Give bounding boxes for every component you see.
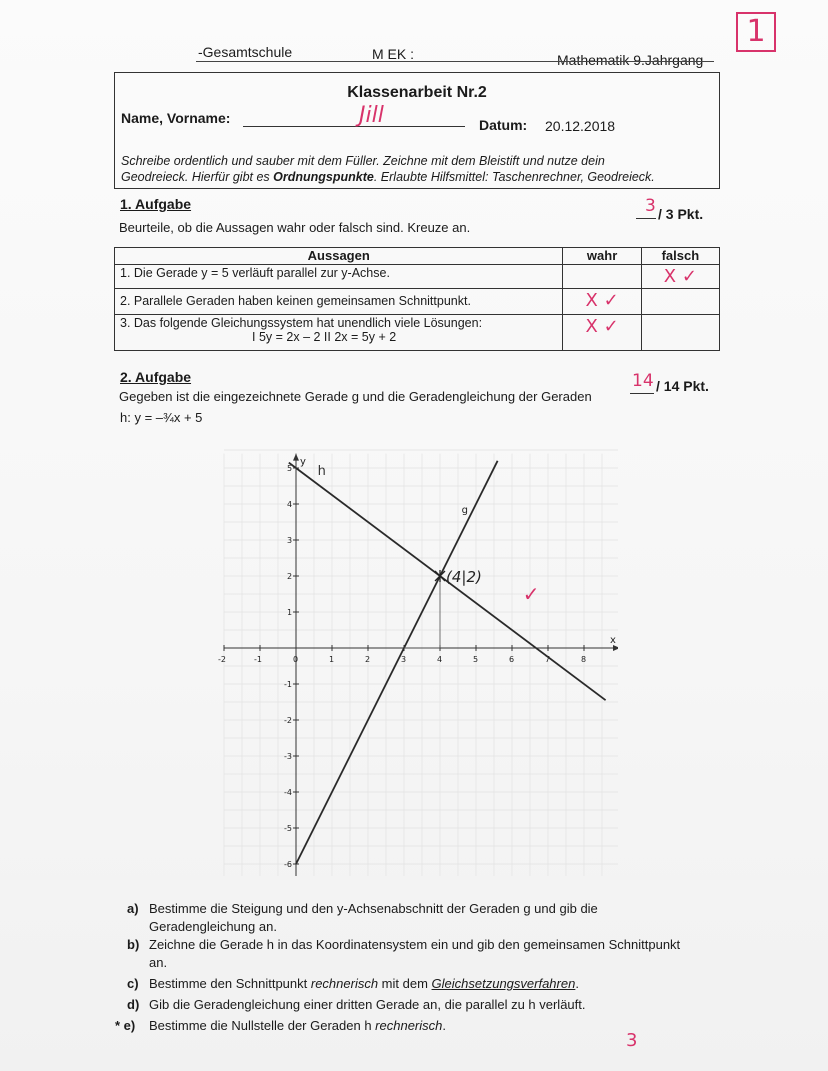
y-axis-label: y	[300, 456, 306, 468]
x-tick-label: 1	[329, 655, 335, 664]
name-line	[243, 126, 465, 127]
task2-items	[115, 900, 727, 1035]
y-tick-label: 1	[287, 608, 293, 617]
y-tick-label: 5	[287, 464, 293, 473]
task2-score-given: 14	[632, 371, 654, 391]
list-item	[127, 900, 727, 918]
x-tick-label: 0	[293, 655, 299, 664]
x-tick-label: 2	[365, 655, 371, 664]
item-text: Bestimme die Steigung und den y-Achsenabschnitt der Geraden g und gib die	[149, 901, 598, 916]
y-tick-label: 4	[287, 500, 293, 509]
x-tick-label: 3	[401, 655, 407, 664]
false-cell[interactable]	[641, 289, 719, 315]
task2-prompt: Gegeben ist die eingezeichnete Gerade g und die Geradengleichung der Geraden	[119, 389, 592, 404]
item-text: Zeichne die Gerade h in das Koordinatensystem ein und gib den gemeinsamen Schnittpunkt	[149, 937, 681, 952]
x-tick-label: 6	[509, 655, 515, 664]
true-cell[interactable]	[563, 265, 641, 289]
false-cell[interactable]	[641, 315, 719, 351]
false-cell[interactable]: X ✓	[641, 265, 719, 289]
instructions-line-2: Geodreieck. Hierfür gibt es Ordnungspunkte. Erlaubte Hilfsmittel: Taschenrechner, Geodreieck.	[121, 170, 655, 184]
task2-score-total: / 14 Pkt.	[656, 378, 709, 394]
h-equation: h: y = –¾x + 5	[120, 410, 203, 425]
x-tick-label: 4	[437, 655, 443, 664]
item-text-cont: an.	[149, 955, 168, 970]
intersection-label: (4|2)	[446, 568, 482, 586]
table-header-row	[115, 248, 720, 265]
task1-score-given: 3	[645, 196, 656, 216]
table-row	[115, 315, 720, 351]
y-axis-arrow	[293, 454, 299, 461]
coordinate-system	[218, 436, 618, 876]
y-tick-label: 3	[287, 536, 293, 545]
date-label: Datum:	[479, 117, 528, 133]
x-tick-label: -1	[254, 655, 262, 664]
y-tick-label: -1	[284, 680, 292, 689]
x-tick-label: 8	[581, 655, 587, 664]
item-text-cont: Geradengleichung an.	[149, 919, 277, 934]
y-tick-label: -3	[284, 752, 292, 761]
item-letter: * e)	[115, 1018, 136, 1033]
y-tick-label: -6	[284, 860, 292, 869]
header-rule	[196, 61, 714, 62]
true-cell[interactable]: X ✓	[563, 289, 641, 315]
line-label-g: g	[461, 505, 468, 516]
table-row	[115, 265, 720, 289]
name-handwriting: Jill	[359, 103, 384, 128]
statement-text	[115, 315, 563, 351]
task2-score-line	[630, 393, 654, 394]
item-text: Bestimme den Schnittpunkt rechnerisch mit dem Gleichsetzungsverfahren.	[149, 976, 579, 991]
statement-text: 2. Parallele Geraden haben keinen gemeinsamen Schnittpunkt.	[115, 289, 563, 315]
task1-heading: 1. Aufgabe	[120, 196, 192, 212]
date-value: 20.12.2018	[545, 118, 616, 134]
task1-score-total: / 3 Pkt.	[658, 206, 704, 222]
item-letter: d)	[127, 997, 140, 1012]
list-item	[127, 936, 727, 954]
name-label: Name, Vorname:	[121, 110, 231, 126]
x-tick-label: 7	[545, 655, 551, 664]
check-mark: ✓	[522, 582, 540, 607]
item-text: Gib die Geradengleichung einer dritten Gerade an, die parallel zu h verläuft.	[149, 997, 586, 1012]
y-tick-label: -5	[284, 824, 292, 833]
table-row	[115, 289, 720, 315]
y-tick-label: -2	[284, 716, 292, 725]
exam-info-box	[114, 72, 720, 189]
line-g	[296, 461, 498, 864]
task1-prompt: Beurteile, ob die Aussagen wahr oder falsch sind. Kreuze an.	[119, 220, 471, 235]
statement-text: 1. Die Gerade y = 5 verläuft parallel zur y-Achse.	[115, 265, 563, 289]
item-text: Bestimme die Nullstelle der Geraden h rechnerisch.	[149, 1018, 446, 1033]
col-statements: Aussagen	[115, 248, 563, 265]
list-item-cont	[127, 918, 727, 936]
equation-system: I 5y = 2x – 2 II 2x = 5y + 2	[252, 330, 397, 344]
statements-table	[114, 247, 720, 351]
line-label-h: h	[317, 464, 326, 480]
instructions-line-1: Schreibe ordentlich und sauber mit dem Füller. Zeichne mit dem Bleistift und nutze dein	[121, 154, 605, 168]
true-cell[interactable]: X ✓	[563, 315, 641, 351]
list-item	[127, 975, 727, 993]
statement-text-main: 3. Das folgende Gleichungssystem hat unendlich viele Lösungen:	[120, 316, 483, 330]
task1-score-line	[636, 218, 656, 219]
item-letter: a)	[127, 901, 139, 916]
page-number-mark: 1	[736, 12, 776, 52]
item-letter: c)	[127, 976, 139, 991]
task2-heading: 2. Aufgabe	[120, 369, 192, 385]
item-letter: b)	[127, 937, 140, 952]
school-name: -Gesamtschule	[198, 44, 293, 60]
course-code: M EK :	[372, 46, 415, 62]
subject-grade: Mathematik 9.Jahrgang	[557, 52, 704, 68]
y-tick-label: 2	[287, 572, 293, 581]
y-tick-label: -4	[284, 788, 292, 797]
x-tick-label: 5	[473, 655, 479, 664]
col-false: falsch	[641, 248, 719, 265]
list-item-cont	[127, 954, 727, 972]
x-tick-label: -2	[218, 655, 226, 664]
list-item	[127, 996, 727, 1014]
col-true: wahr	[563, 248, 641, 265]
margin-mark: 3	[626, 1030, 638, 1051]
exam-title: Klassenarbeit Nr.2	[347, 84, 487, 101]
x-axis-label: x	[610, 635, 616, 646]
